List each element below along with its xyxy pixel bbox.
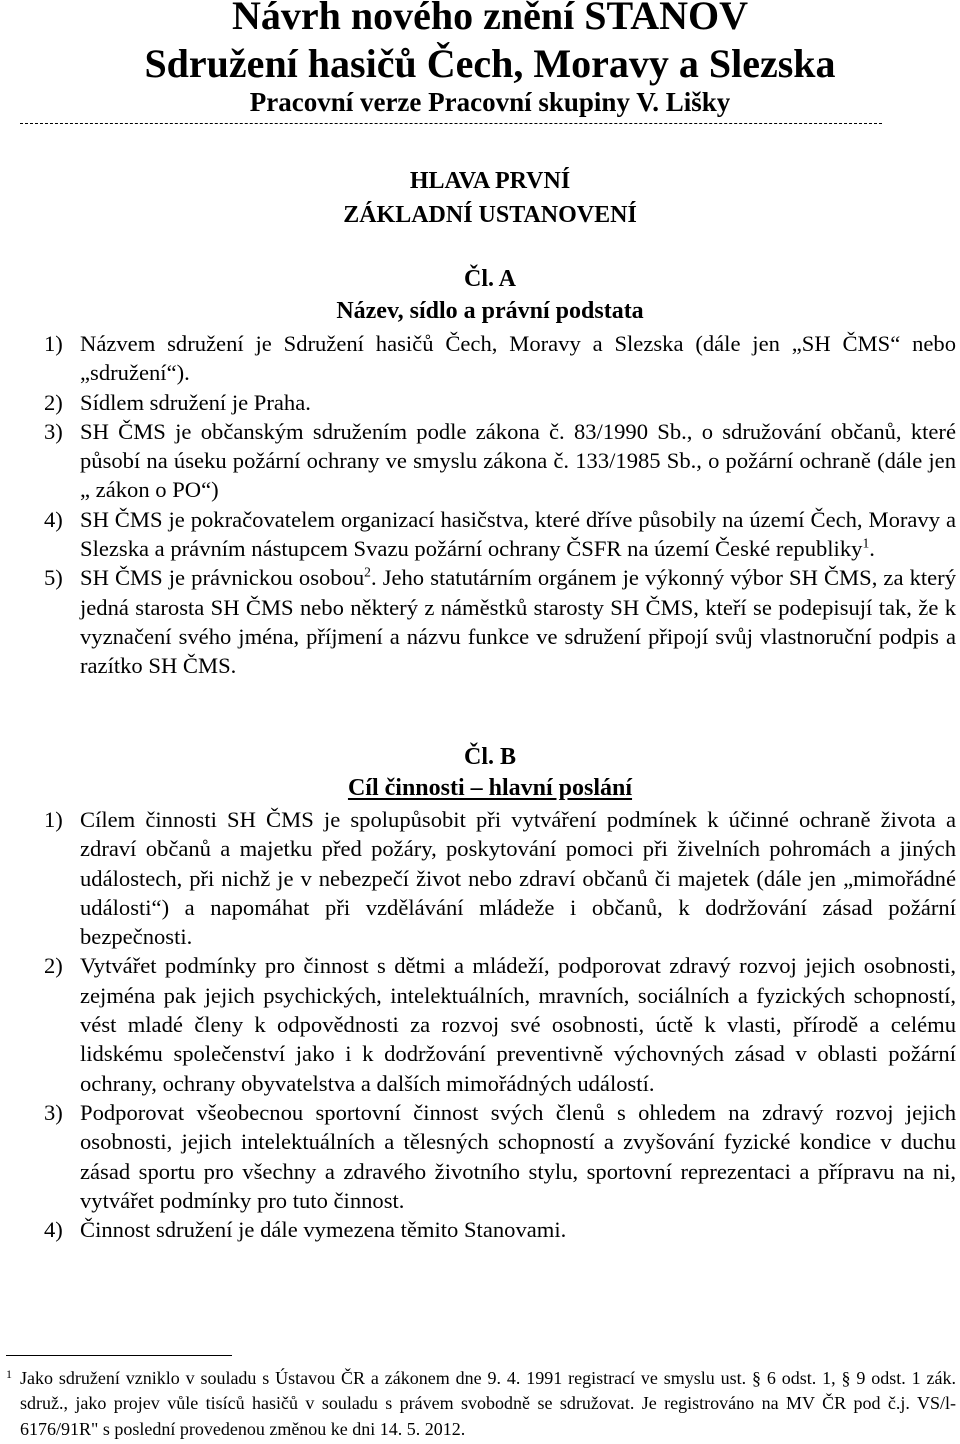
article-b-list <box>44 805 956 1244</box>
item-text: SH ČMS je pokračovatelem organizací hasičstva, které dříve působily na území Čech, Moravy a Slezska a právním nástupcem Svazu požární ochrany ČSFR na území České republiky <box>80 506 956 562</box>
item-text: Názvem sdružení je Sdružení hasičů Čech, Moravy a Slezska (dále jen „SH ČMS“ nebo „sdružení“). <box>80 331 956 386</box>
document-subtitle: Pracovní verze Pracovní skupiny V. Lišky <box>249 87 731 117</box>
item-number: 3) <box>44 418 63 444</box>
article-a-title: Název, sídlo a právní podstata <box>336 298 644 324</box>
item-number: 5) <box>44 565 63 591</box>
list-item <box>44 329 956 388</box>
item-number: 1) <box>44 331 63 356</box>
item-text-end: . <box>869 536 875 562</box>
list-item <box>44 563 956 680</box>
article-b-title: Cíl činnosti – hlavní poslání <box>347 775 633 801</box>
article-b-heading: Čl. B <box>463 744 516 770</box>
footnote-ref: 2 <box>364 564 371 580</box>
item-text: Činnost sdružení je dále vymezena těmito Stanovami. <box>80 1217 567 1243</box>
item-number: 4) <box>44 1217 63 1243</box>
list-item <box>44 1215 956 1244</box>
list-item <box>44 417 956 505</box>
document-title-line2: Sdružení hasičů Čech, Moravy a Slezska <box>144 41 836 86</box>
item-number: 2) <box>44 389 63 415</box>
list-item <box>44 388 956 417</box>
item-text: SH ČMS je právnickou osobou <box>80 565 365 591</box>
item-text: Vytvářet podmínky pro činnost s dětmi a mládeží, podporovat zdravý rozvoj jejich osobnosti, zejména pak jejich psychických, intelektuálních, mravních, sociálních a fyzických schopností, vést mladé členy k odpovědnosti za rozvoj své osobnosti, úctě k vlasti, přírodě a celému lidskému společenství jako i k dodržování preventivně výchovných zásad v oblasti požární ochrany, ochrany obyvatelstva a dalších mimořádných událostí. <box>80 953 956 1096</box>
document-title-line1: Návrh nového znění STANOV <box>232 0 748 38</box>
list-item <box>44 505 956 564</box>
list-item <box>44 805 956 951</box>
dashed-separator <box>20 123 882 124</box>
footnote-mark: 1 <box>6 1367 12 1381</box>
item-text: Sídlem sdružení je Praha. <box>80 389 311 415</box>
item-text-end: . Jeho statutárním orgánem je výkonný výbor SH ČMS, za který jedná starosta SH ČMS nebo některý z náměstků starosty SH ČMS, kteří se podepisují tak, že k vyznačení svého jména, příjmení a názvu funkce ve sdružení připojí svůj vlastnoruční podpis a razítko SH ČMS. <box>80 565 956 679</box>
article-a-list <box>44 329 956 681</box>
item-text: Podporovat všeobecnou sportovní činnost svých členů s ohledem na zdravý rozvoj jejich osobnosti, jejich intelektuálních a tělesných schopností a zvyšování fyzické kondice v duchu zásad sportu pro všechny a zdravého životního stylu, sportovní reprezentaci a přípravu na ni, vytvářet podmínky pro tuto činnost. <box>80 1099 956 1213</box>
item-number: 2) <box>44 953 63 979</box>
hlava-name: ZÁKLADNÍ USTANOVENÍ <box>343 202 637 228</box>
footnote-ref: 1 <box>862 535 870 551</box>
item-text: SH ČMS je občanským sdružením podle zákona č. 83/1990 Sb., o sdružování občanů, které působí na úseku požární ochrany ve smyslu zákona č. 133/1985 Sb., o požární ochraně (dále jen „ zákon o PO“) <box>80 418 956 503</box>
item-number: 3) <box>44 1099 63 1125</box>
item-number: 1) <box>44 807 63 832</box>
list-item <box>44 1098 956 1215</box>
list-item <box>44 951 956 1097</box>
footnote-text: Jako sdružení vzniklo v souladu s Ústavou ČR a zákonem dne 9. 4. 1991 registrací ve smyslu ust. § 6 odst. 1, § 9 odst. 1 zák. sdruž., jako projev vůle tisíců hasičů v souladu s právem svobodně se sdružovat. Je registrováno na MV ČR pod č.j. VS/l-6176/91R" s poslední provedenou změnou ke dni 14. 5. 2012. <box>20 1368 956 1439</box>
article-a-heading: Čl. A <box>463 266 516 292</box>
item-text: Cílem činnosti SH ČMS je spolupůsobit při vytváření podmínek k účinné ochraně života a zdraví občanů a majetku před požáry, poskytování pomoci při živelních pohromách a jiných událostech, při nichž je v nebezpečí život nebo zdraví občanů či majetek (dále jen „mimořádné události“) a napomáhat při vzdělávání mládeže i občanů, k dodržování zásad požární bezpečnosti. <box>80 807 956 950</box>
item-number: 4) <box>44 506 63 532</box>
hlava-title: HLAVA PRVNÍ <box>409 168 571 194</box>
footnote-separator <box>6 1355 232 1356</box>
footnote <box>6 1366 956 1442</box>
